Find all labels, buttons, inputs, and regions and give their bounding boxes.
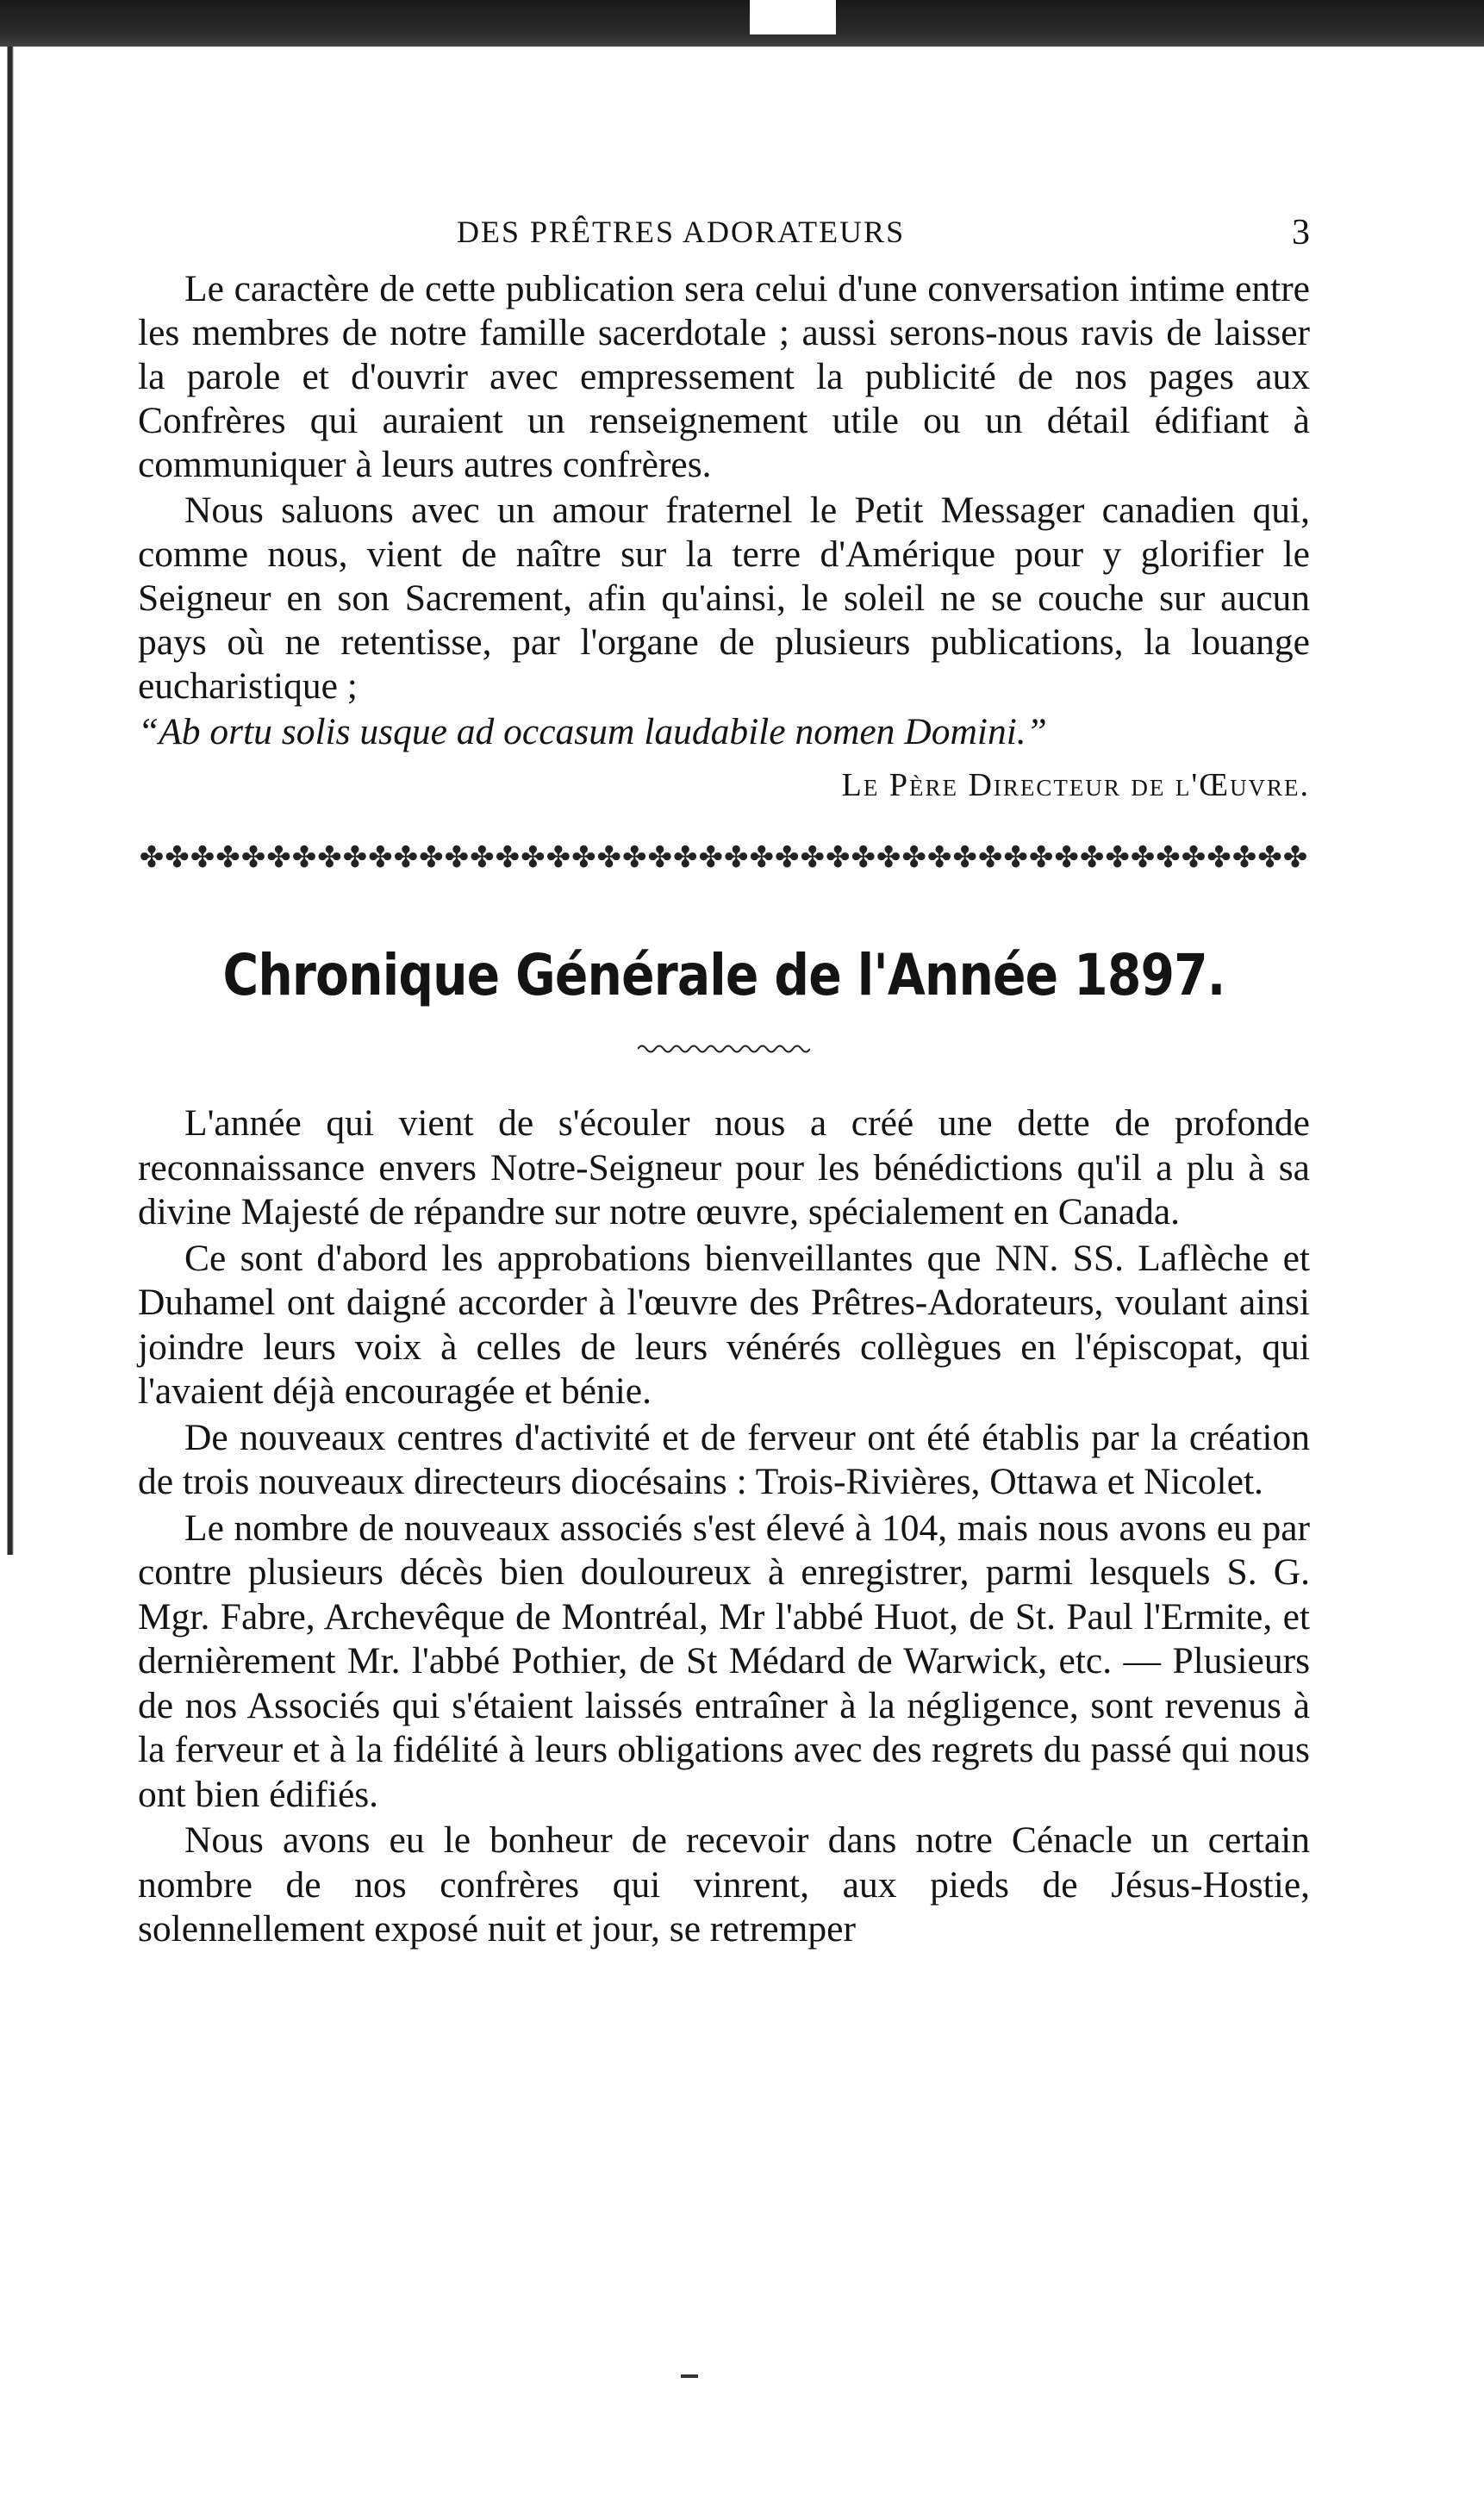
signature: Le Père Directeur de l'Œuvre. [841,767,1310,803]
running-head [138,207,1310,267]
chronicle-paragraph-3: De nouveaux centres d'activité et de ferveur ont été établis par la création de trois nouveaux directeurs diocésains : Trois-Rivières, Ottawa et Nicolet. [138,1416,1310,1502]
running-head-title: DES PRÊTRES ADORATEURS [457,215,906,249]
chronicle-paragraph-4: Le nombre de nouveaux associés s'est élevé à 104, mais nous avons eu par contre plusieurs décès bien douloureux à enregistrer, parmi lesquels S. G. Mgr. Fabre, Archevêque de Montréal, Mr l'abbé Huot, de St. Paul l'Ermite, et dernièrement Mr. l'abbé Pothier, de St Médard de Warwick, etc. — Plusieurs de nos Associés qui s'étaient laissés entraîner à la négligence, sont revenus à la ferveur et à la fidélité à leurs obligations avec des regrets du passé qui nous ont bien édifiés. [138,1507,1310,1815]
latin-quote: “Ab ortu solis usque ad occasum laudabile nomen Domini.” [138,711,1047,752]
chronicle-title: Chronique Générale de l'Année 1897. [222,942,1225,1008]
scan-left-edge [0,47,19,1555]
intro-paragraph-1: Le caractère de cette publication sera celui d'une conversation intime entre les membres de notre famille sacerdotale ; aussi serons-nous ravis de laisser la parole et d'ouvrir avec empressement la publicité de nos pages aux Confrères qui auraient un renseignement utile ou un détail édifiant à communiquer à leurs autres confrères. [138,268,1310,485]
footer-mark [681,2374,698,2378]
page-number: 3 [1292,213,1310,253]
chronicle-paragraph-1: L'année qui vient de s'écouler nous a créé une dette de profonde reconnaissance envers Notre-Seigneur pour les bénédictions qu'il a plu à sa divine Majesté de répandre sur notre œuvre, spécialement en Canada. [138,1102,1310,1232]
chronicle-body [138,1101,1310,1952]
intro-paragraph-2: Nous saluons avec un amour fraternel le Petit Messager canadien qui, comme nous, vient de naître sur la terre d'Amérique pour y glorifier le Seigneur en son Sacrement, afin qu'ainsi, le soleil ne se couche sur aucun pays où ne retentisse, par l'organe de plusieurs publications, la louange eucharistique ; [138,490,1310,707]
scan-top-border [0,0,1484,47]
squiggle-rule [638,1043,810,1055]
ornamental-divider: ✤✤✤✤✤✤✤✤✤✤✤✤✤✤✤✤✤✤✤✤✤✤✤✤✤✤✤✤✤✤✤✤✤✤✤✤✤✤✤✤✤✤✤✤✤✤ [139,842,1309,874]
book-page [138,207,1310,1952]
chronicle-paragraph-5: Nous avons eu le bonheur de recevoir dans notre Cénacle un certain nombre de nos confrères qui vinrent, aux pieds de Jésus-Hostie, solennellement exposé nuit et jour, se retremper [138,1819,1310,1950]
chronicle-paragraph-2: Ce sont d'abord les approbations bienveillantes que NN. SS. Laflèche et Duhamel ont daigné accorder à l'œuvre des Prêtres-Adorateurs, voulant ainsi joindre leurs voix à celles de leurs vénérés collègues en l'épiscopat, qui l'avaient déjà encouragée et bénie. [138,1237,1310,1412]
